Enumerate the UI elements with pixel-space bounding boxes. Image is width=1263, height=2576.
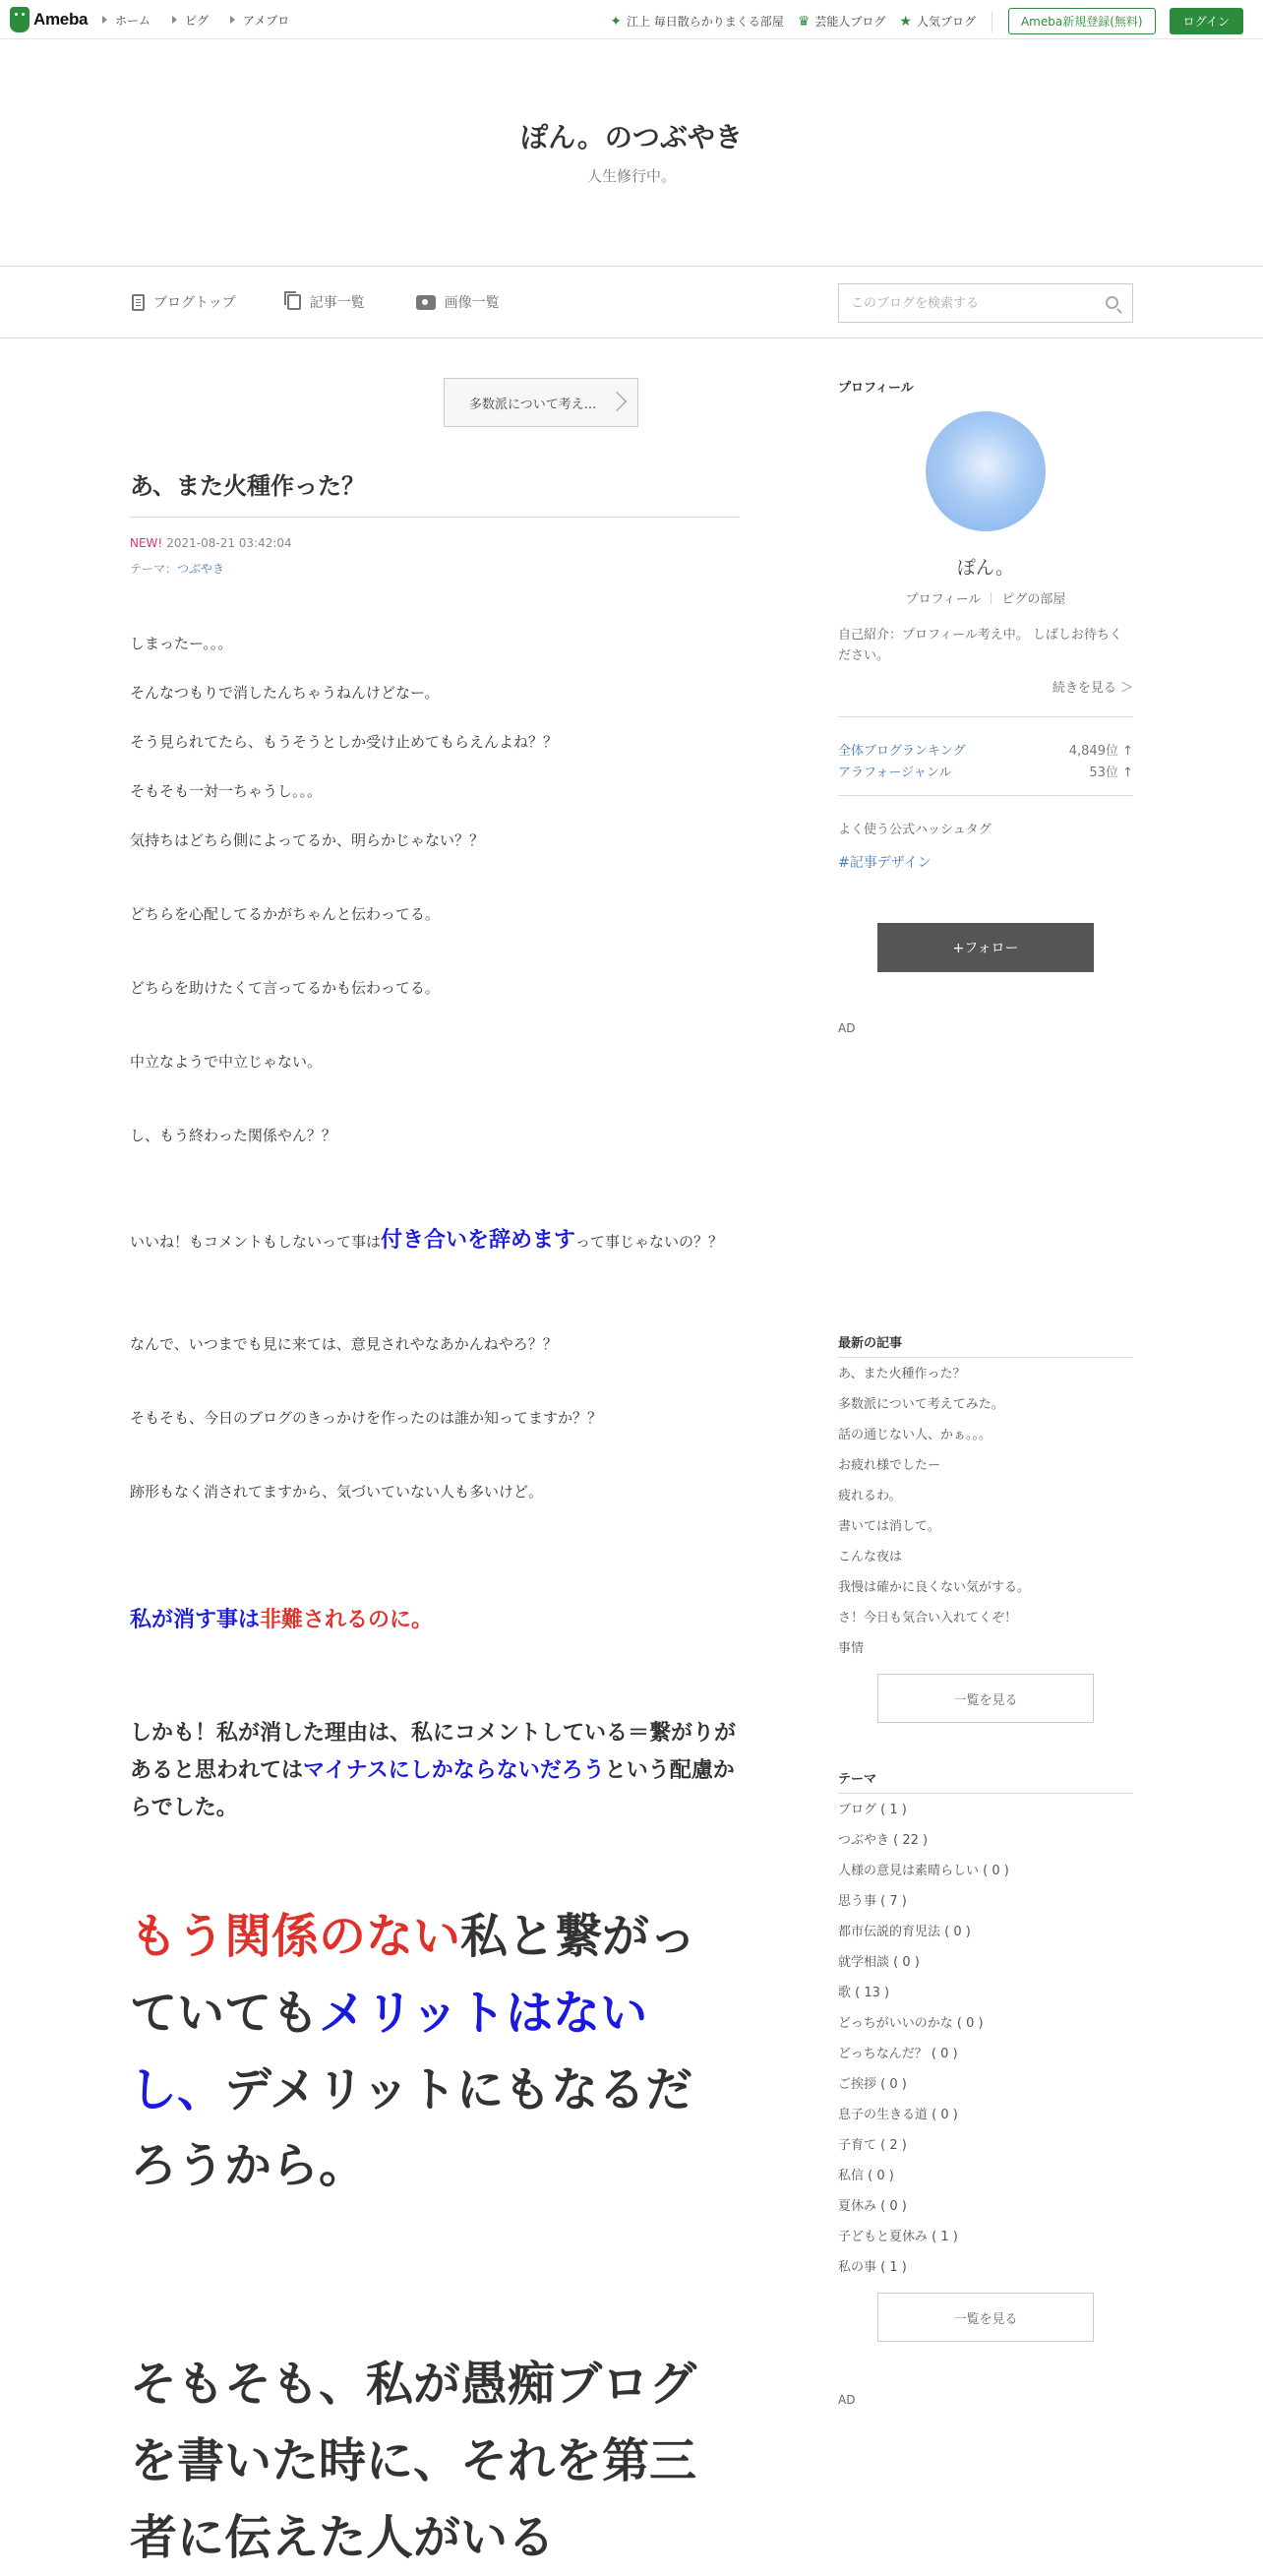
- theme-item[interactable]: 人様の意見は素晴らしい ( 0 ): [838, 1864, 1009, 1878]
- theme-item[interactable]: 私の事 ( 1 ): [838, 2260, 907, 2275]
- theme-item[interactable]: 都市伝説的育児法 ( 0 ): [838, 1925, 971, 1939]
- ranking-row: [838, 762, 1133, 780]
- blog-subtitle: 人生修行中。: [586, 167, 676, 185]
- nav-pig[interactable]: [172, 12, 209, 29]
- body-paragraph: そんなつもりで消したんちゃうねんけどなー。: [130, 684, 440, 702]
- recent-heading: 最新の記事: [838, 1332, 1133, 1358]
- theme-item[interactable]: 夏休み ( 0 ): [838, 2199, 907, 2214]
- top-nav: [102, 12, 289, 29]
- overall-ranking-link[interactable]: 全体ブログランキング: [838, 744, 966, 759]
- theme-item[interactable]: ブログ ( 1 ): [838, 1803, 907, 1817]
- celebrity-blog-link[interactable]: [798, 13, 886, 30]
- ameba-logo[interactable]: [10, 7, 88, 32]
- recent-item[interactable]: お疲れ様でしたー: [838, 1458, 941, 1473]
- top-right: [610, 8, 1243, 34]
- featured-blog-link[interactable]: [610, 13, 784, 30]
- profile-heading: プロフィール: [838, 381, 914, 396]
- nav-ameblo[interactable]: [230, 12, 289, 29]
- text-run: って事じゃないの？？: [575, 1233, 724, 1251]
- body-paragraph: [130, 1899, 720, 2205]
- text-run: しかも！私が消した理由は、私にコメントしている＝繋がりがあると思われては: [130, 1721, 737, 1783]
- prev-entry-label: 多数派について考え...: [469, 397, 597, 412]
- theme-item[interactable]: つぶやき ( 22 ): [838, 1833, 929, 1848]
- nav-image-list-label: 画像一覧: [444, 295, 500, 311]
- see-all-recent-button[interactable]: 一覧を見る: [877, 1674, 1094, 1723]
- theme-item[interactable]: 就学相談 ( 0 ): [838, 1955, 920, 1970]
- profile-link[interactable]: プロフィール: [905, 592, 982, 607]
- text-run: デメリットにもなるだろうから。: [130, 2061, 693, 2194]
- caret-right-icon: [102, 16, 107, 24]
- theme-heading: テーマ: [838, 1768, 1133, 1794]
- logo-text: Ameba: [33, 10, 89, 29]
- post-datetime: 2021-08-21 03:42:04: [166, 536, 292, 550]
- ranking-value: 4,849位 ↑: [1068, 744, 1133, 759]
- text-run: という配慮からでした。: [130, 1757, 735, 1820]
- recent-item[interactable]: 事情: [838, 1641, 865, 1656]
- nav-image-list[interactable]: [416, 292, 500, 312]
- emphasis-text: 私が消す事は: [130, 1608, 261, 1632]
- body-paragraph: そもそも一対一ちゃうし。。。: [130, 782, 323, 800]
- copy-icon: [287, 294, 301, 310]
- divider: [991, 592, 992, 604]
- ranking-value: 53位 ↑: [1089, 766, 1133, 780]
- caret-right-icon: [172, 16, 177, 24]
- popular-blog-label: 人気ブログ: [916, 15, 976, 29]
- caret-right-icon: [230, 16, 235, 24]
- theme-item[interactable]: 子どもと夏休み ( 1 ): [838, 2230, 958, 2244]
- body-paragraph: どちらを助けたくて言ってるかも伝わってる。: [130, 979, 440, 997]
- body-paragraph: し、もう終わった関係やん？？: [130, 1127, 336, 1144]
- text-run: 私と繋がっていても: [130, 1909, 697, 2041]
- theme-item[interactable]: どっちがいいのかな ( 0 ): [838, 2016, 984, 2031]
- recent-item[interactable]: 書いては消して。: [838, 1519, 940, 1534]
- body-paragraph: どちらを心配してるかがちゃんと伝わってる。: [130, 905, 440, 923]
- hashtag-link[interactable]: #記事デザイン: [838, 855, 932, 871]
- emphasis-text: 非難されるのに。: [260, 1608, 434, 1632]
- document-icon: [132, 294, 145, 311]
- see-all-themes-button[interactable]: 一覧を見る: [877, 2293, 1094, 2342]
- emphasis-text: 付き合いを辞めます: [381, 1228, 576, 1253]
- recent-item[interactable]: あ、また火種作った？: [838, 1367, 966, 1381]
- recent-item[interactable]: 疲れるわ。: [838, 1489, 902, 1503]
- nav-pig-label: ピグ: [185, 14, 210, 28]
- profile-name[interactable]: ぽん。: [956, 557, 1015, 579]
- body-paragraph: [130, 1602, 745, 1639]
- emphasis-text: マイナスにしかならないだろう: [303, 1757, 605, 1783]
- body-paragraph: そう見られてたら、もうそうとしか受け止めてもらえんよね？？: [130, 733, 559, 751]
- login-button[interactable]: ログイン: [1170, 8, 1243, 34]
- theme-item[interactable]: 思う事 ( 7 ): [838, 1894, 907, 1909]
- nav-blog-top[interactable]: [132, 292, 236, 312]
- nav-ameblo-label: アメブロ: [243, 14, 290, 28]
- celebrity-blog-label: 芸能人ブログ: [814, 15, 886, 29]
- recent-list: [838, 1359, 1133, 1664]
- emphasis-text: メリットはないし、: [130, 1985, 648, 2117]
- ranking-row: [838, 740, 1133, 759]
- nav-entry-list[interactable]: [287, 292, 365, 312]
- theme-link[interactable]: つぶやき: [177, 562, 225, 576]
- sparkle-icon: ✦: [610, 13, 622, 30]
- genre-ranking-link[interactable]: アラフォージャンル: [838, 766, 952, 780]
- body-paragraph: [130, 1715, 745, 1826]
- read-more-link[interactable]: 続きを見る ＞: [1052, 681, 1133, 696]
- new-badge: NEW!: [130, 536, 163, 550]
- pig-room-link[interactable]: ピグの部屋: [1001, 592, 1066, 607]
- blog-header: [0, 39, 1263, 266]
- body-paragraph: そもそも、今日のブログのきっかけを作ったのは誰か知ってますか？？: [130, 1409, 603, 1427]
- body-paragraph: そもそも、私が愚痴ブログを書いた時に、それを第三者に伝えた人がいる: [130, 2357, 697, 2565]
- chevron-right-icon: [607, 392, 627, 411]
- nav-home-label: ホーム: [115, 14, 151, 28]
- blog-search: [838, 283, 1133, 323]
- text-run: いいね！もコメントもしないって事は: [130, 1233, 382, 1251]
- star-icon: ★: [899, 13, 912, 30]
- search-input[interactable]: [839, 284, 1085, 322]
- popular-blog-link[interactable]: [899, 13, 976, 30]
- recent-item[interactable]: 多数派について考えてみた。: [838, 1397, 1004, 1412]
- body-paragraph: 跡形もなく消されてますから、気づいていない人も多いけど。: [130, 1483, 544, 1501]
- body-paragraph: 中立なようで中立じゃない。: [130, 1053, 323, 1071]
- nav-entry-list-label: 記事一覧: [309, 295, 365, 311]
- ad-label: AD: [838, 1021, 856, 1035]
- blog-nav: [0, 266, 1263, 338]
- body-paragraph: [130, 1220, 745, 1261]
- recent-item[interactable]: さ！今日も気合い入れてくぞ！: [838, 1611, 1018, 1625]
- profile-intro: 自己紹介：プロフィール考え中。 しばしお待ちください。: [838, 628, 1122, 664]
- theme-item[interactable]: 子育て ( 2 ): [838, 2138, 907, 2153]
- recent-item[interactable]: 話の通じない人、かぁ。。。: [838, 1428, 992, 1442]
- divider: [838, 795, 1133, 796]
- body-paragraph: しまったー。。。: [130, 635, 233, 652]
- body-paragraph: なんで、いつまでも見に来ては、意見されやなあかんねやろ？？: [130, 1335, 558, 1353]
- theme-list: [838, 1795, 1133, 2283]
- register-button[interactable]: Ameba新規登録(無料): [1008, 8, 1156, 34]
- search-icon[interactable]: [1106, 296, 1118, 309]
- theme-item[interactable]: ご挨拶 ( 0 ): [838, 2077, 907, 2092]
- nav-home[interactable]: [102, 12, 150, 29]
- recent-item[interactable]: こんな夜は: [838, 1550, 903, 1564]
- ameba-mascot-icon: [10, 7, 30, 32]
- theme-item[interactable]: 息子の生きる道 ( 0 ): [838, 2108, 958, 2122]
- post-theme: [130, 560, 224, 577]
- avatar[interactable]: [926, 411, 1046, 531]
- profile-links: [838, 588, 1133, 607]
- theme-item[interactable]: 歌 ( 13 ): [838, 1986, 890, 2000]
- hashtag-heading: よく使う公式ハッシュタグ: [838, 823, 992, 837]
- nav-blog-top-label: ブログトップ: [153, 295, 236, 311]
- prev-entry-button[interactable]: [444, 378, 638, 427]
- emphasis-text: もう関係のない: [130, 1909, 461, 1964]
- ad-label: AD: [838, 2393, 856, 2407]
- post-meta: [130, 536, 292, 550]
- camera-icon: [416, 295, 436, 310]
- divider: [838, 716, 1133, 717]
- post-title[interactable]: あ、また火種作った？: [130, 466, 740, 518]
- follow-button[interactable]: +フォロー: [877, 923, 1094, 972]
- crown-icon: ♛: [797, 13, 811, 30]
- theme-item[interactable]: 私信 ( 0 ): [838, 2169, 894, 2183]
- featured-blog-label: 江上 毎日散らかりまくる部屋: [626, 15, 784, 29]
- top-bar: [0, 0, 1263, 39]
- body-paragraph: 気持ちはどちら側によってるか、明らかじゃない？？: [130, 831, 485, 849]
- theme-item[interactable]: どっちなんだ？ ( 0 ): [838, 2047, 958, 2061]
- theme-prefix: テーマ：: [130, 562, 178, 576]
- recent-item[interactable]: 我慢は確かに良くない気がする。: [838, 1580, 1031, 1595]
- blog-title[interactable]: ぽん。のつぶやき: [520, 121, 743, 153]
